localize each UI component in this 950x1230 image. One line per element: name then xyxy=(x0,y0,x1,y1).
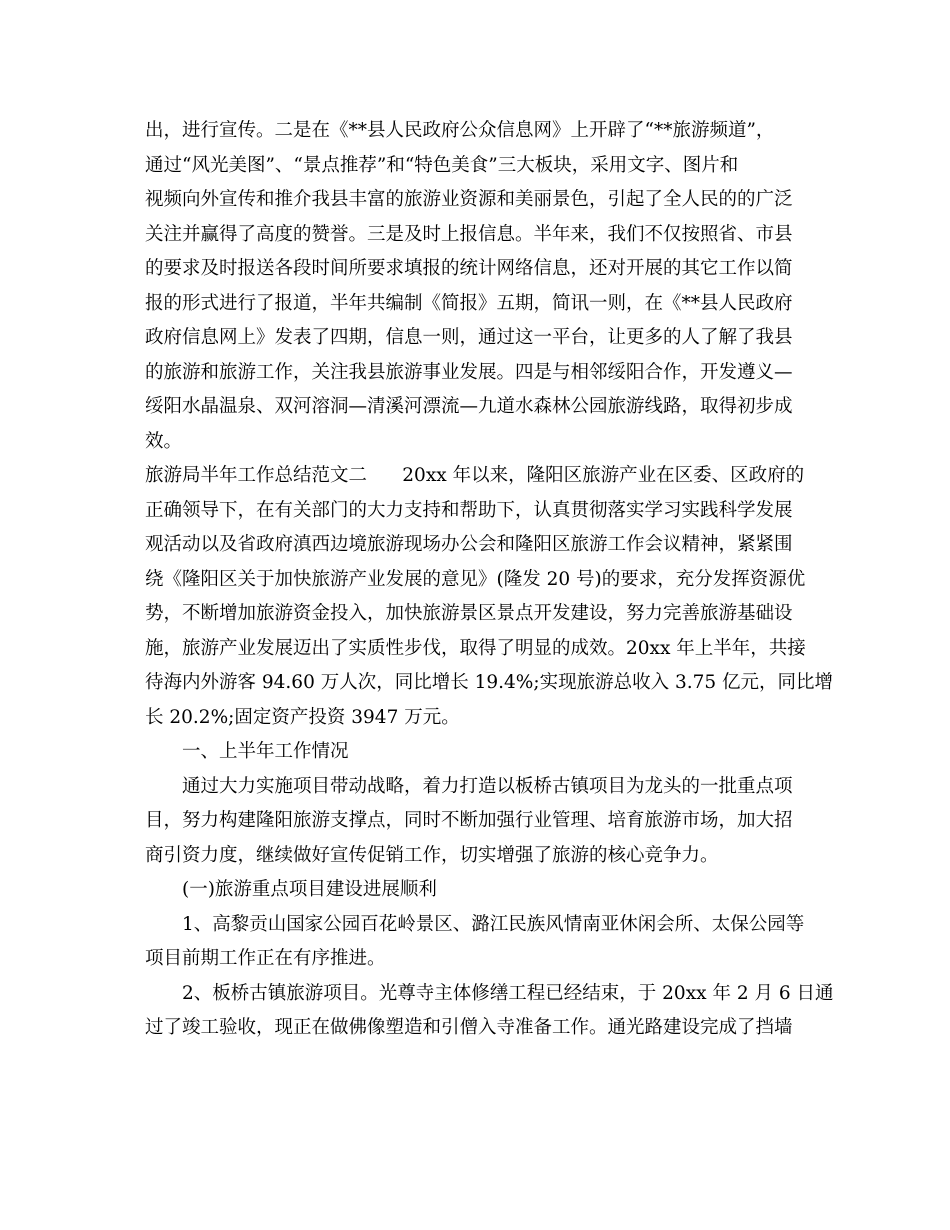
section-title-line: 旅游局半年工作总结范文二 20xx 年以来，隆阳区旅游产业在区委、区政府的 xyxy=(145,465,805,486)
text-line: 效。 xyxy=(145,430,183,452)
text-line: 的要求及时报送各段时间所要求填报的统计网络信息，还对开展的其它工作以简 xyxy=(145,258,793,279)
text-line: 绥阳水晶温泉、双河溶洞—清溪河漂流—九道水森林公园旅游线路，取得初步成 xyxy=(145,396,793,417)
text-line: 待海内外游客 94.60 万人次，同比增长 19.4%;实现旅游总收入 3.75 亿元，同比增 xyxy=(145,672,834,693)
text-line: 通过大力实施项目带动战略，着力打造以板桥古镇项目为龙头的一批重点项 xyxy=(182,775,793,797)
text-line: 过了竣工验收，现正在做佛像塑造和引僧入寺准备工作。通光路建设完成了挡墙 xyxy=(145,1017,793,1038)
list-item-line: 2、板桥古镇旅游项目。光尊寺主体修缮工程已经结束，于 20xx 年 2 月 6 日通 xyxy=(182,982,834,1004)
text-line: 报的形式进行了报道，半年共编制《简报》五期，简讯一则，在《**县人民政府 xyxy=(145,292,793,314)
heading-line: 一、上半年工作情况 xyxy=(182,741,349,762)
text-line: 正确领导下，在有关部门的大力支持和帮助下，认真贯彻落实学习实践科学发展 xyxy=(145,499,793,521)
text-line: 商引资力度，继续做好宣传促销工作，切实增强了旅游的核心竞争力。 xyxy=(145,844,719,866)
text-line: 出，进行宣传。二是在《**县人民政府公众信息网》上开辟了“**旅游频道”， xyxy=(145,120,775,141)
text-line: 绕《隆阳区关于加快旅游产业发展的意见》(隆发 20 号)的要求，充分发挥资源优 xyxy=(145,568,806,590)
subheading-line: (一)旅游重点项目建设进展顺利 xyxy=(182,879,437,900)
text-line: 的旅游和旅游工作，关注我县旅游事业发展。四是与相邻绥阳合作，开发遵义— xyxy=(145,361,793,383)
document-body xyxy=(145,114,834,1046)
text-line: 视频向外宣传和推介我县丰富的旅游业资源和美丽景色，引起了全人民的的广泛 xyxy=(145,189,793,210)
text-line: 项目前期工作正在有序推进。 xyxy=(145,948,386,969)
text-line: 通过“风光美图”、“景点推荐”和“特色美食”三大板块，采用文字、图片和 xyxy=(145,154,739,176)
text-line: 政府信息网上》发表了四期，信息一则，通过这一平台，让更多的人了解了我县 xyxy=(145,327,793,348)
text-line: 长 20.2%;固定资产投资 3947 万元。 xyxy=(145,706,460,728)
list-item-line: 1、高黎贡山国家公园百花岭景区、潞江民族风情南亚休闲会所、太保公园等 xyxy=(182,913,805,935)
text-line: 势，不断增加旅游资金投入，加快旅游景区景点开发建设，努力完善旅游基础设 xyxy=(145,603,793,624)
text-line: 关注并赢得了高度的赞誉。三是及时上报信息。半年来，我们不仅按照省、市县 xyxy=(145,223,793,245)
text-line: 观活动以及省政府滇西边境旅游现场办公会和隆阳区旅游工作会议精神，紧紧围 xyxy=(145,534,793,555)
text-line: 施，旅游产业发展迈出了实质性步伐，取得了明显的成效。20xx 年上半年，共接 xyxy=(145,637,806,659)
text-line: 目，努力构建隆阳旅游支撑点，同时不断加强行业管理、培育旅游市场，加大招 xyxy=(145,810,793,831)
